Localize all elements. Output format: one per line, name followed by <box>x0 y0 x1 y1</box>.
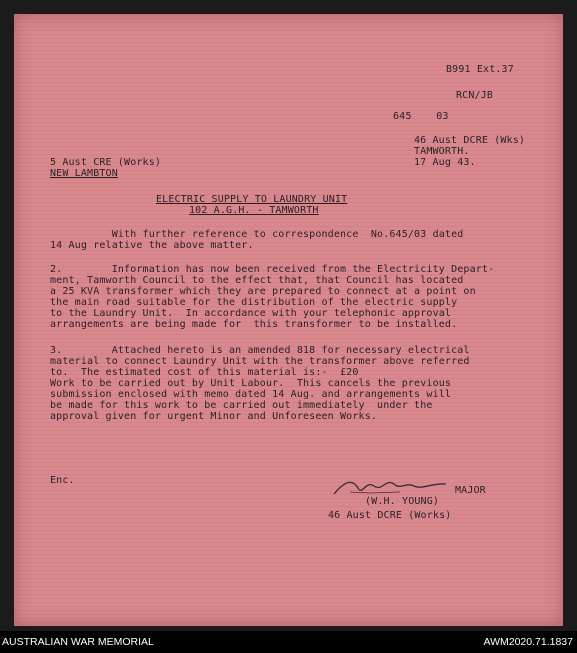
sender-location: TAMWORTH. <box>414 146 470 157</box>
signature-rank: MAJOR <box>455 485 486 496</box>
signature-unit: 46 Aust DCRE (Works) <box>328 510 452 521</box>
enclosure-note: Enc. <box>50 475 75 486</box>
paragraph-line: 2. Information has now been received from the Electricity Depart- <box>50 264 495 275</box>
paragraph-line: arrangements are being made for this transformer to be installed. <box>50 319 458 330</box>
paragraph-line: to. The estimated cost of this material is:- £20 <box>50 367 359 378</box>
paragraph-line: a 25 KVA transformer which they are prepared to connect at a point on <box>50 286 476 297</box>
recipient-unit: 5 Aust CRE (Works) <box>50 157 162 168</box>
paragraph-line: material to connect Laundry Unit with the transformer above referred <box>50 356 470 367</box>
paragraph-line: 14 Aug relative the above matter. <box>50 240 254 251</box>
file-reference: B991 Ext.37 <box>446 64 514 75</box>
subject-line-2: 102 A.G.H. - TAMWORTH <box>189 205 319 216</box>
recipient-location: NEW LAMBTON <box>50 168 118 179</box>
archive-item-id: AWM2020.71.1837 <box>483 636 573 648</box>
paragraph-line: ment, Tamworth Council to the effect that, that Council has located <box>50 275 464 286</box>
paragraph-line: With further reference to correspondence No.645/03 dated <box>50 229 464 240</box>
sender-unit: 46 Aust DCRE (Wks) <box>414 135 526 146</box>
letter-date: 17 Aug 43. <box>414 157 476 168</box>
archive-footer <box>0 631 577 653</box>
signature-name: (W.H. YOUNG) <box>365 496 440 507</box>
paragraph-line: the main road suitable for the distribution of the electric supply <box>50 297 458 308</box>
paragraph-line: to the Laundry Unit. In accordance with your telephonic approval <box>50 308 452 319</box>
typist-initials: RCN/JB <box>456 90 494 101</box>
archive-name: AUSTRALIAN WAR MEMORIAL <box>2 636 154 648</box>
paragraph-line: approval given for urgent Minor and Unforeseen Works. <box>50 411 378 422</box>
paragraph-line: 3. Attached hereto is an amended 818 for necessary electrical <box>50 345 470 356</box>
paragraph-line: be made for this work to be carried out immediately under the <box>50 400 433 411</box>
paragraph-line: Work to be carried out by Unit Labour. This cancels the previous <box>50 378 452 389</box>
subject-line-1: ELECTRIC SUPPLY TO LAUNDRY UNIT <box>156 194 348 205</box>
paragraph-line: submission enclosed with memo dated 14 Aug. and arrangements will <box>50 389 452 400</box>
file-number: 645 03 <box>393 111 449 122</box>
